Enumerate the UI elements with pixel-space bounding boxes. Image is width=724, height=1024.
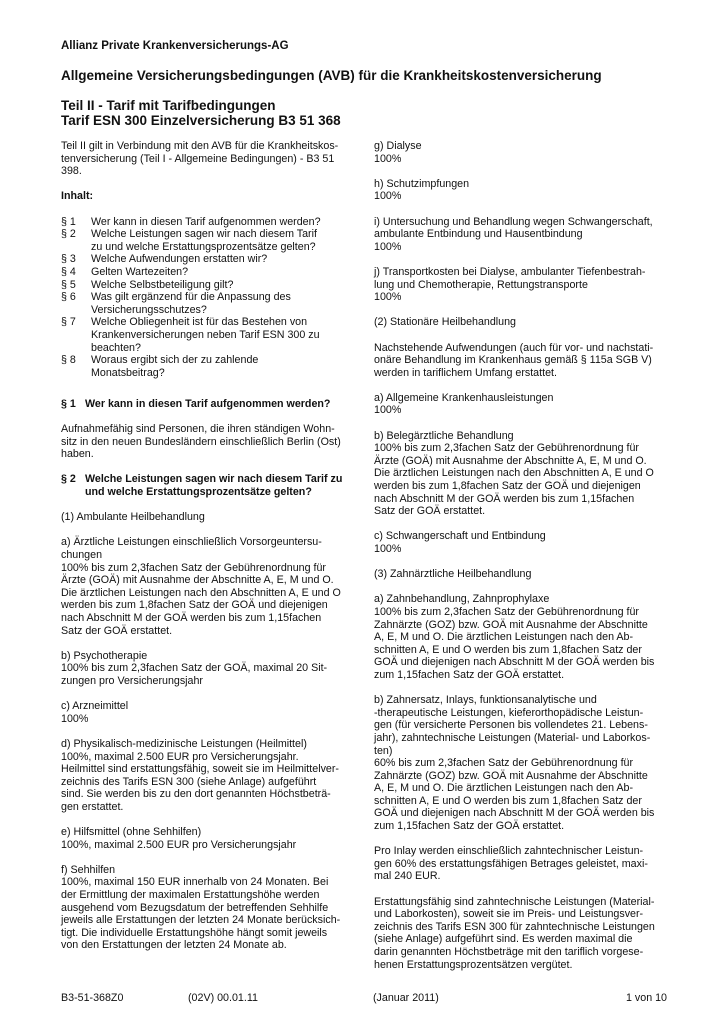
footer-page-number: 1 von 10 <box>626 992 668 1004</box>
dental-a: a) Zahnbehandlung, Zahnprophylaxe 100% bis zum 2,3fachen Satz der Gebührenordnung für Zahnärzte (GOZ) bzw. GOÄ mit Ausnahme der Abschnitte A, E, M und O. Die ärztlichen Leistungen nach den Ab- schnitten A, E und O werden bis zum 1,8fachen Satz der GOÄ und diejenigen nach Abschnitt M der GOÄ werden bis zum 1,15fachen Satz der GOÄ erstattet. <box>374 593 655 681</box>
item-c-medication: c) Arzneimittel 100% <box>61 700 129 725</box>
footer-date: (Januar 2011) <box>373 992 439 1004</box>
item-f-eyewear: f) Sehhilfen 100%, maximal 150 EUR innerhalb von 24 Monaten. Bei der Ermittlung der maximalen Erstattungshöhe werden ausgehend vom Bezugsdatum der betreffenden Sehhilfe jeweils alle Erstattungen der letzten 24 Monate berücksich- tigt. Die individuelle Erstattungshöhe hängt somit jeweils von den Erstattungen der letzten 24 Monate ab. <box>61 863 341 952</box>
section-1-body: Aufnahmefähig sind Personen, die ihren ständigen Wohn- sitz in den neuen Bundesländern einschließlich Berlin (Ost) haben. <box>61 423 341 461</box>
reimbursement-paragraph: Erstattungsfähig sind zahntechnische Leistungen (Material- und Laborkosten), soweit sie im Preis- und Leistungsver- zeichnis des Tarifs ESN 300 für zahntechnische Leistungen (siehe Anlage) aufgeführt sind. Es werden maximal die darin genannten Höchstbeträge mit den tariflich vorgese- henen Erstattungsprozentsätzen vergütet. <box>374 895 655 971</box>
item-e-aids: e) Hilfsmittel (ohne Sehhilfen) 100%, maximal 2.500 EUR pro Versicherungsjahr <box>61 826 297 851</box>
item-g-dialysis: g) Dialyse 100% <box>374 140 422 165</box>
contents-heading: Inhalt: <box>61 190 94 203</box>
toc-item: § 6 Was gilt ergänzend für die Anpassung des Versicherungsschutzes? <box>61 291 291 316</box>
ambulant-heading: (1) Ambulante Heilbehandlung <box>61 511 205 524</box>
intro-paragraph: Teil II gilt in Verbindung mit den AVB für die Krankheitskos- tenversicherung (Teil I - Allgemeine Bedingungen) - B3 51 398. <box>61 140 339 178</box>
footer-version: (02V) 00.01.11 <box>188 992 258 1004</box>
inpatient-a: a) Allgemeine Krankenhausleistungen 100% <box>374 391 554 417</box>
inpatient-b: b) Belegärztliche Behandlung 100% bis zum 2,3fachen Satz der Gebührenordnung für Ärzte (GOÄ) mit Ausnahme der Abschnitte A, E, M und O. Die ärztlichen Leistungen nach den Abschnitten A, E und O werden bis zum 1,8fachen Satz der GOÄ und diejenigen nach Abschnitt M der GOÄ werden bis zum 1,15fachen Satz der GOÄ erstattet. <box>374 429 654 518</box>
section-1-heading: § 1 Wer kann in diesen Tarif aufgenommen werden? <box>61 397 331 410</box>
item-d-remedies: d) Physikalisch-medizinische Leistungen (Heilmittel) 100%, maximal 2.500 EUR pro Versicherungsjahr. Heilmittel sind erstattungsfähig, soweit sie im Heilmittelver- zeichnis des Tarifs ESN 300 (siehe Anlage) aufgeführt sind. Sie werden bis zu den dort genannten Höchstbeträ- gen erstattet. <box>61 737 339 813</box>
footer-code: B3-51-368Z0 <box>61 992 124 1004</box>
item-i-pregnancy: i) Untersuchung und Behandlung wegen Schwangerschaft, ambulante Entbindung und Hausentbindung 100% <box>374 215 653 253</box>
toc-item: § 8 Woraus ergibt sich der zu zahlende Monatsbeitrag? <box>61 354 259 379</box>
item-b-psychotherapy: b) Psychotherapie 100% bis zum 2,3fachen Satz der GOÄ, maximal 20 Sit- zungen pro Versicherungsjahr <box>61 649 328 687</box>
toc-item: § 5 Welche Selbstbeteiligung gilt? <box>61 278 234 291</box>
toc-item: § 7 Welche Obliegenheit ist für das Bestehen von Krankenversicherungen neben Tarif ESN 300 zu beachten? <box>61 316 320 354</box>
toc-item: § 3 Welche Aufwendungen erstatten wir? <box>61 253 268 266</box>
inpatient-c: c) Schwangerschaft und Entbindung 100% <box>374 530 546 555</box>
dental-b: b) Zahnersatz, Inlays, funktionsanalytische und -therapeutische Leistungen, kieferorthopädische Leistun- gen (für versicherte Personen bis vollendetes 21. Lebens- jahr), zahntechnische Leistungen (Material- und Laborkos- ten) 60% bis zum 2,3fachen Satz der Gebührenordnung für Zahnärzte (GOZ) bzw. GOÄ mit Ausnahme der Abschnitte A, E, M und O. Die ärztlichen Leistungen nach den Ab- schnitten A, E und O werden bis zum 1,8fachen Satz der GOÄ und diejenigen nach Abschnitt M der GOÄ werden bis zum 1,15fachen Satz der GOÄ erstattet. <box>374 694 655 833</box>
item-j-transport: j) Transportkosten bei Dialyse, ambulanter Tiefenbestrah- lung und Chemotherapie, Rettungstransporte 100% <box>374 265 646 304</box>
section-2-heading: § 2 Welche Leistungen sagen wir nach diesem Tarif zu und welche Erstattungsprozentsätze gelten? <box>61 473 343 499</box>
tariff-heading <box>61 98 341 128</box>
item-a-medical: a) Ärztliche Leistungen einschließlich Vorsorgeuntersu- chungen 100% bis zum 2,3fachen Satz der Gebührenordnung für Ärzte (GOÄ) mit Ausnahme der Abschnitte A, E, M und O. Die ärztlichen Leistungen nach den Abschnitten A, E und O werden bis zum 1,8fachen Satz der GOÄ und diejenigen nach Abschnitt M der GOÄ werden bis zum 1,15fachen Satz der GOÄ erstattet. <box>61 536 341 637</box>
right-column <box>374 140 668 984</box>
dental-heading: (3) Zahnärztliche Heilbehandlung <box>374 568 532 581</box>
toc-item: § 4 Gelten Wartezeiten? <box>61 265 189 278</box>
table-of-contents <box>61 216 351 380</box>
item-h-vaccination: h) Schutzimpfungen 100% <box>374 177 470 203</box>
company-name: Allianz Private Krankenversicherungs-AG <box>61 40 289 52</box>
toc-item: § 1 Wer kann in diesen Tarif aufgenommen werden? <box>61 215 321 228</box>
inpatient-body: Nachstehende Aufwendungen (auch für vor- und nachstati- onäre Behandlung im Krankenhaus gemäß § 115a SGB V) werden in tariflichem Umfang erstattet. <box>374 341 654 379</box>
tariff-heading-line-1: Teil II - Tarif mit Tarifbedingungen <box>61 98 276 113</box>
inpatient-heading: (2) Stationäre Heilbehandlung <box>374 316 517 329</box>
inlay-paragraph: Pro Inlay werden einschließlich zahntechnischer Leistun- gen 60% des erstattungsfähigen Betrages geleistet, maxi- mal 240 EUR. <box>374 845 648 883</box>
document-title: Allgemeine Versicherungsbedingungen (AVB) für die Krankheitskostenversicherung <box>61 68 602 83</box>
toc-item: § 2 Welche Leistungen sagen wir nach diesem Tarif zu und welche Erstattungsprozentsätze gelten? <box>61 228 317 253</box>
tariff-heading-line-2: Tarif ESN 300 Einzelversicherung B3 51 368 <box>61 113 341 128</box>
left-column <box>61 140 351 965</box>
